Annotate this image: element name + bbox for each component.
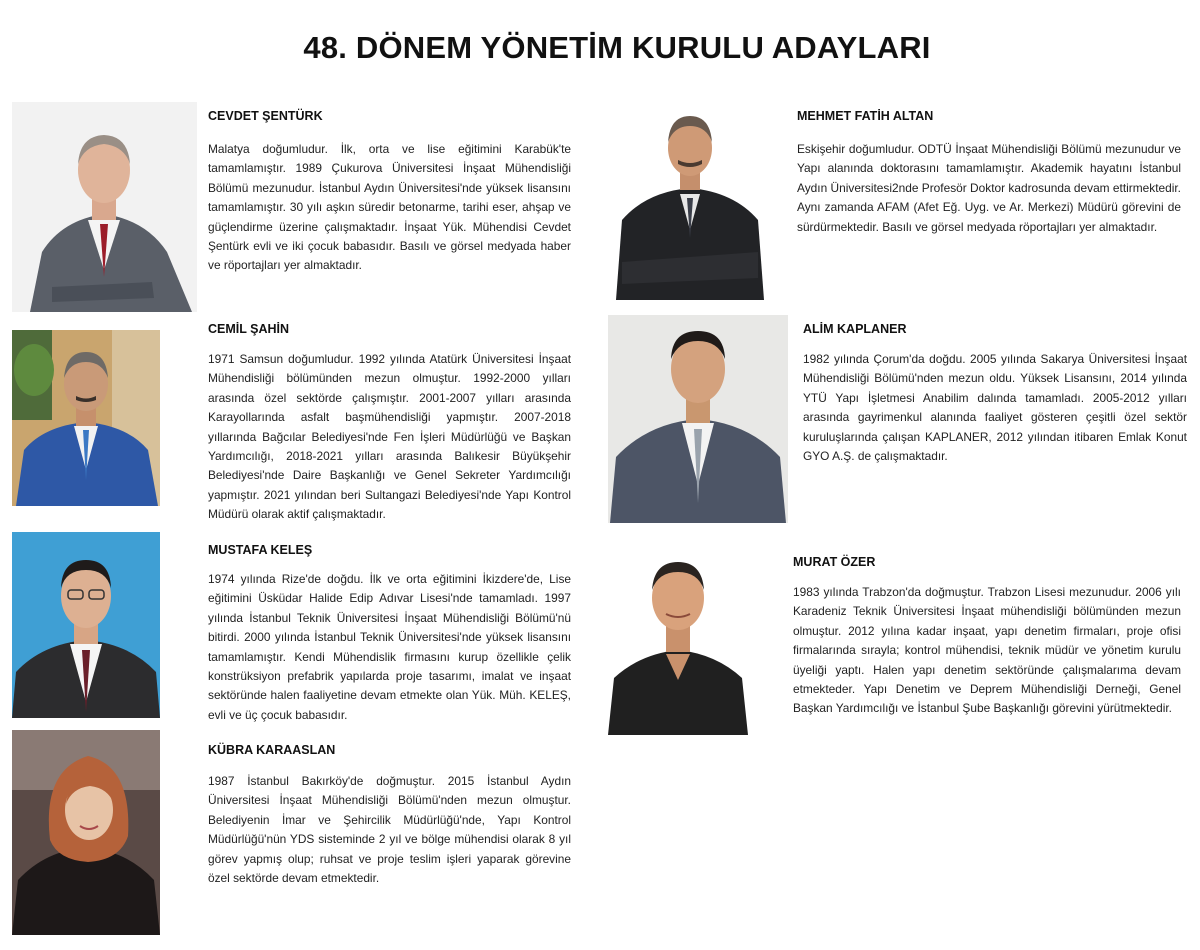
candidate-name: CEMİL ŞAHİN <box>208 322 290 336</box>
candidate-photo <box>608 550 748 735</box>
candidate-name: KÜBRA KARAASLAN <box>208 743 336 757</box>
candidate-name: MUSTAFA KELEŞ <box>208 543 313 557</box>
candidate-bio: 1971 Samsun doğumludur. 1992 yılında Atatürk Üniversitesi İnşaat Mühendisliği bölümünden mezun olmuştur. 1992-2000 yılları arasında özel sektörde çalışmıştır. 2001-2007 yılları arasında Karayollarında asfalt başmühendisliği yapmıştır. 2007-2018 yıllarında Bağcılar Belediyesi'nde Fen İşleri Müdürlüğü ve Başkan Yardımcılığı, 2018-2021 yılları arasında Balıkesir Büyükşehir Belediyesi'nde Daire Başkanlığı ve Genel Sekreter Yardımcılığı yapmıştır. 2021 yılından beri Sultangazi Belediyesi'nde Yapı Kontrol Müdürü olarak aktif çalışmaktadır. <box>208 352 571 522</box>
candidate-bio: 1987 İstanbul Bakırköy'de doğmuştur. 2015 İstanbul Aydın Üniversitesi İnşaat Mühendisliği Bölümü'nden mezun olmuştur. Belediyenin İmar ve Şehircilik Müdürlüğü'nde, Yapı Kontrol Müdürlüğü'nün YDS sisteminde 2 yıl ve bölge mühendisi olarak 8 yıl görev yapmış olup; ruhsat ve proje teslim işleri yaparak görevine özel sektörde devam etmektedir. <box>208 774 571 886</box>
candidate-photo <box>12 532 160 718</box>
page-title: 48. DÖNEM YÖNETİM KURULU ADAYLARI <box>303 30 931 65</box>
candidate-name: MEHMET FATİH ALTAN <box>797 109 934 123</box>
candidate-bio: 1982 yılında Çorum'da doğdu. 2005 yılında Sakarya Üniversitesi İnşaat Mühendisliği Bölümü'nden mezun oldu. Yüksek Lisansını, 2014 yılında YTÜ Yapı İşletmesi Anabilim dalında tamamladı. 2005-2012 yılları arasında gayrimenkul alanında faaliyet gösteren çeşitli özel sektör kuruluşlarında çalışan KAPLANER, 2012 yılından itibaren Emlak Konut GYO A.Ş. de çalışmaktadır. <box>803 352 1187 464</box>
candidate-name: MURAT ÖZER <box>793 555 876 569</box>
candidate-bio: Eskişehir doğumludur. ODTÜ İnşaat Mühendisliği Bölümü mezunudur ve Yapı alanında doktorasını tamamlamıştır. Akademik hayatını İstanbul Aydın Üniversitesi2nde Profesör Doktor kadrosunda devam ettirmektedir. Aynı zamanda AFAM (Afet Eğ. Uyg. ve Ar. Merkezi) Müdürü görevini de sürdürmektedir. Basılı ve görsel medyada röportajları yer almaktadır. <box>797 142 1181 234</box>
candidate-bio: Malatya doğumludur. İlk, orta ve lise eğitimini Karabük'te tamamlamıştır. 1989 Çukurova Üniversitesi İnşaat Mühendisliği Bölümü mezunudur. İstanbul Aydın Üniversitesi'nde yüksek lisansını tamamlamıştır. 30 yılı aşkın süredir betonarme, tarihi eser, ahşap ve güçlendirme üzerine çalışmaktadır. İnşaat Yük. Mühendisi Cevdet Şentürk evli ve iki çocuk babasıdır. Basılı ve görsel medyada haber ve röportajları yer almaktadır. <box>208 142 571 273</box>
candidate-photo <box>608 315 788 523</box>
candidate-photo <box>608 102 772 300</box>
candidate-photo <box>12 102 197 312</box>
candidate-photo <box>12 330 160 506</box>
candidate-bio: 1983 yılında Trabzon'da doğmuştur. Trabzon Lisesi mezunudur. 2006 yılı Karadeniz Teknik Üniversitesi İnşaat mühendisliği bölümünden mezun olmuştur. 2012 yılına kadar inşaat, yapı denetim firmaları, proje ofisi firmalarında sırayla; kontrol mühendisi, teknik müdür ve yönetim kurulu üyeliği yaptı. Halen yapı denetim sektöründe çalışmalarıma devam etmekteder. Yapı Denetim ve Deprem Mühendisliği Derneği, Genel Başkan Yardımcılığı ve İstanbul Şube Başkanlığı görevini yürütmektedir. <box>793 585 1181 716</box>
candidate-photo <box>12 730 160 935</box>
candidate-name: ALİM KAPLANER <box>803 322 907 336</box>
candidate-bio: 1974 yılında Rize'de doğdu. İlk ve orta eğitimini İkizdere'de, Lise eğitimini Üsküdar Halide Edip Adıvar Lisesi'nde tamamladı. 1997 yılında İstanbul Teknik Üniversitesi İnşaat Mühendisliği Bölümü'nü bitirdi. 2000 yılında İstanbul Teknik Üniversitesi'nde yüksek lisansını tamamlamıştır. Kendi Mühendislik firmasını kurup özellikle çelik konstrüksiyon prefabrik yapılarda proje tasarımı, imalat ve inşaat sektöründe halen faaliyetine devam etmekte olan Yük. Müh. KELEŞ, evli ve üç çocuk babasıdır. <box>208 572 571 722</box>
candidate-name: CEVDET ŞENTÜRK <box>208 109 323 123</box>
